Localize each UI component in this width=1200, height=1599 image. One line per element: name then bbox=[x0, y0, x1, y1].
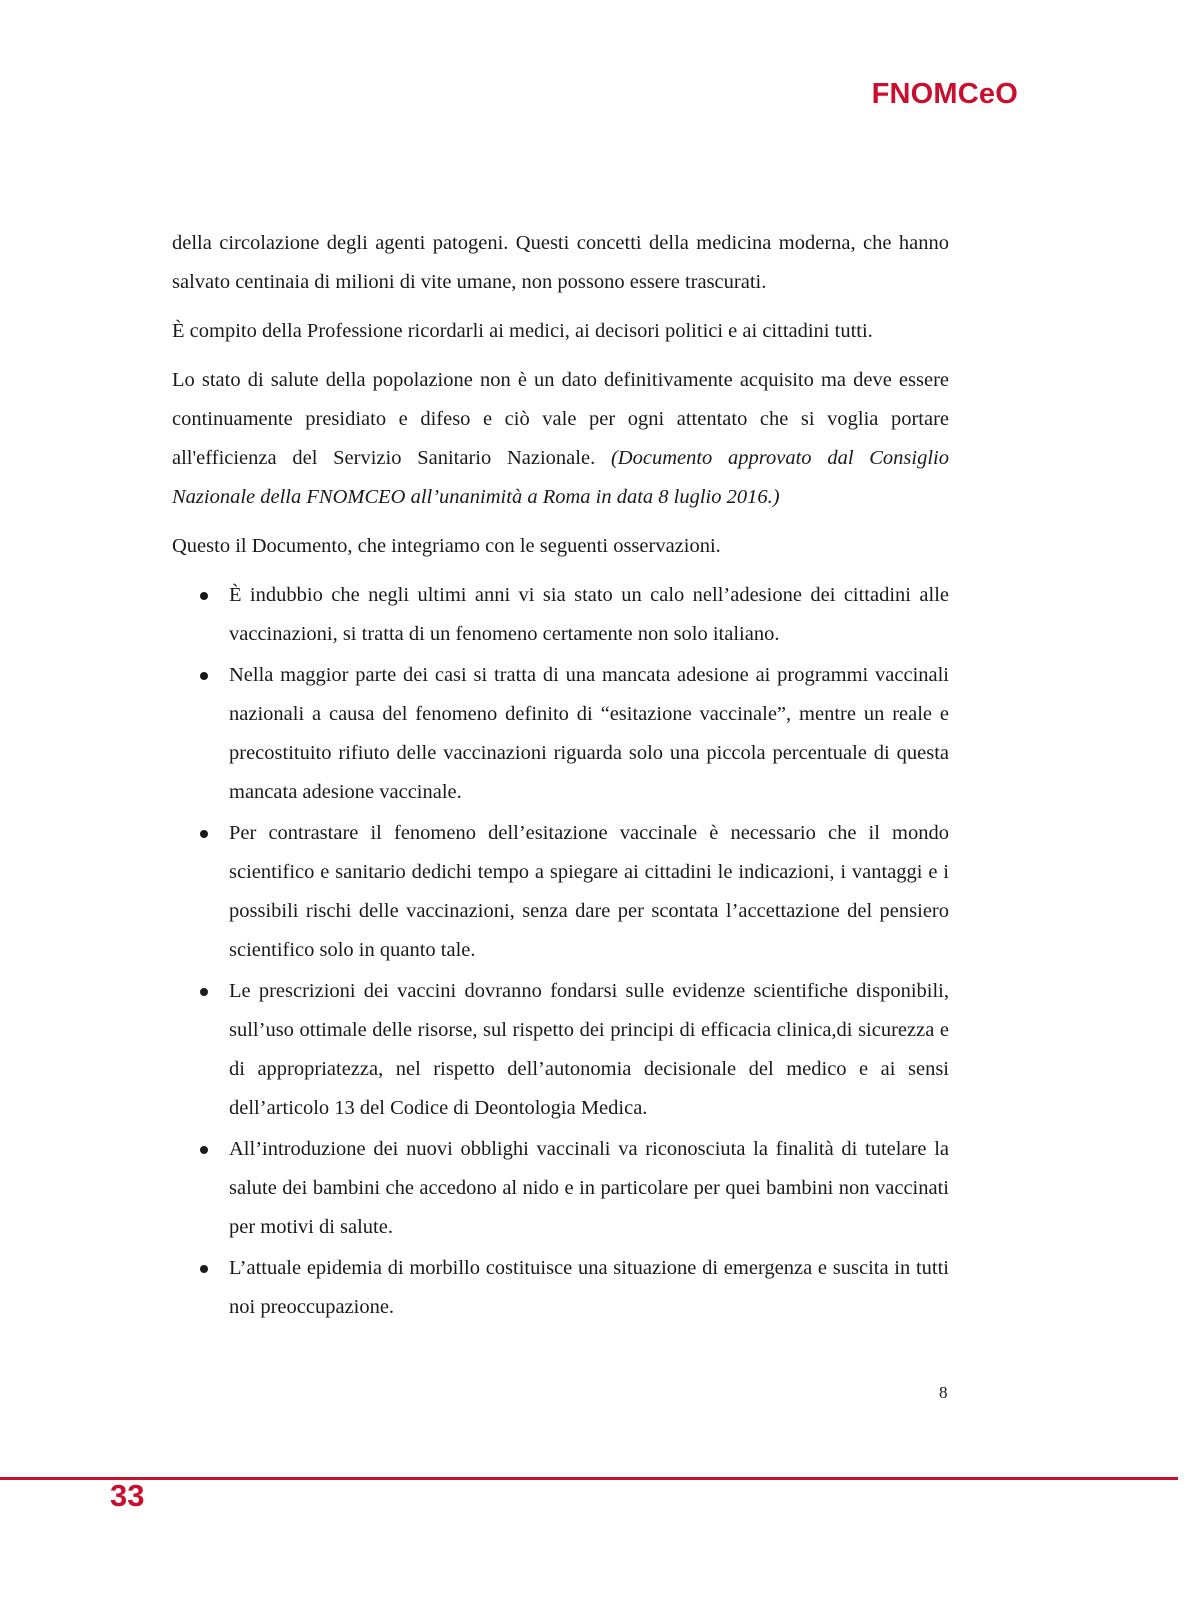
list-item bbox=[172, 972, 949, 1128]
bullet-icon bbox=[200, 672, 208, 680]
bullet-icon bbox=[200, 1265, 208, 1273]
paragraph-with-citation bbox=[172, 361, 949, 517]
list-item bbox=[172, 576, 949, 654]
observations-list bbox=[172, 576, 949, 1327]
list-item bbox=[172, 656, 949, 812]
paragraph-text: Lo stato di salute della popolazione non è un dato definitivamente acquisito ma deve essere continuamente presidiato e difeso e ciò vale per ogni attentato che si voglia portare all'efficienza del Servizio Sanitario Nazionale. bbox=[172, 369, 949, 469]
paragraph: È compito della Professione ricordarli ai medici, ai decisori politici e ai cittadini tutti. bbox=[172, 320, 873, 342]
list-item bbox=[172, 1249, 949, 1327]
list-item-text: Le prescrizioni dei vaccini dovranno fondarsi sulle evidenze scientifiche disponibili, sull’uso ottimale delle risorse, sul rispetto dei principi di efficacia clinica,di sicurezza e di appropriatezza, nel rispetto dell’autonomia decisionale del medico e ai sensi dell’articolo 13 del Codice di Deontologia Medica. bbox=[229, 980, 949, 1119]
document-body bbox=[172, 224, 949, 1329]
list-item-text: Nella maggior parte dei casi si tratta di una mancata adesione ai programmi vaccinali nazionali a causa del fenomeno definito di “esitazione vaccinale”, mentre un reale e precostituito rifiuto delle vaccinazioni riguarda solo una piccola percentuale di questa mancata adesione vaccinale. bbox=[229, 664, 949, 803]
bullet-icon bbox=[200, 1146, 208, 1154]
footer-divider bbox=[0, 1477, 1178, 1480]
document-page-number: 8 bbox=[939, 1383, 948, 1402]
list-item-text: L’attuale epidemia di morbillo costituisce una situazione di emergenza e suscita in tutti noi preoccupazione. bbox=[229, 1257, 949, 1318]
list-item-text: È indubbio che negli ultimi anni vi sia stato un calo nell’adesione dei cittadini alle vaccinazioni, si tratta di un fenomeno certamente non solo italiano. bbox=[229, 584, 949, 645]
fnomceo-logo: FNOMCeO bbox=[871, 78, 1018, 110]
citation: (Documento approvato dal Consiglio Nazionale della FNOMCEO all’unanimità a Roma in data 8 luglio 2016.) bbox=[172, 447, 949, 508]
bullet-icon bbox=[200, 592, 208, 600]
paragraph: della circolazione degli agenti patogeni. Questi concetti della medicina moderna, che hanno salvato centinaia di milioni di vite umane, non possono essere trascurati. bbox=[172, 232, 949, 293]
list-item-text: Per contrastare il fenomeno dell’esitazione vaccinale è necessario che il mondo scientifico e sanitario dedichi tempo a spiegare ai cittadini le indicazioni, i vantaggi e i possibili rischi delle vaccinazioni, senza dare per scontata l’accettazione del pensiero scientifico solo in quanto tale. bbox=[229, 822, 949, 961]
bullet-icon bbox=[200, 988, 208, 996]
bullet-icon bbox=[200, 830, 208, 838]
list-item bbox=[172, 814, 949, 970]
page-number: 33 bbox=[110, 1478, 145, 1513]
intro-paragraph: Questo il Documento, che integriamo con le seguenti osservazioni. bbox=[172, 535, 721, 557]
list-item-text: All’introduzione dei nuovi obblighi vaccinali va riconosciuta la finalità di tutelare la salute dei bambini che accedono al nido e in particolare per quei bambini non vaccinati per motivi di salute. bbox=[229, 1138, 949, 1238]
list-item bbox=[172, 1130, 949, 1247]
